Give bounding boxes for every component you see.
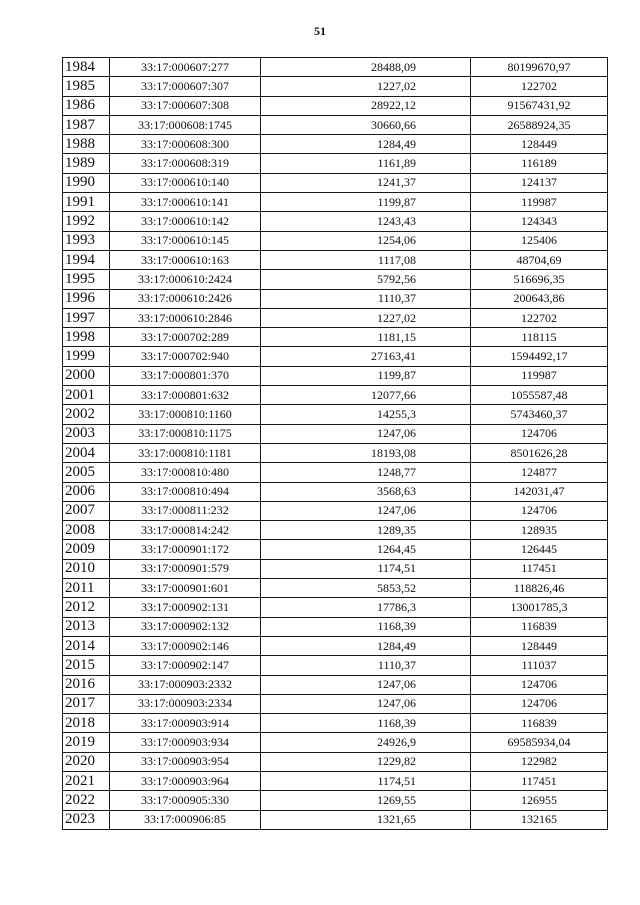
- value-cell: 124343: [471, 212, 608, 231]
- table-row: [63, 714, 608, 733]
- cadastral-number-cell: 33:17:000810:480: [110, 463, 261, 482]
- value-cell: 132165: [471, 810, 608, 829]
- value-cell: 142031,47: [471, 482, 608, 501]
- area-cell: 1227,02: [261, 308, 471, 327]
- value-cell: 26588924,35: [471, 115, 608, 134]
- cadastral-number-cell: 33:17:000702:289: [110, 328, 261, 347]
- table-row: [63, 193, 608, 212]
- cadastral-number-cell: 33:17:000906:85: [110, 810, 261, 829]
- area-cell: 17786,3: [261, 598, 471, 617]
- cadastral-number-cell: 33:17:000607:277: [110, 58, 261, 77]
- table-row: [63, 463, 608, 482]
- row-number-cell: 2009: [63, 540, 110, 559]
- row-number-cell: 2006: [63, 482, 110, 501]
- value-cell: 128449: [471, 636, 608, 655]
- value-cell: 69585934,04: [471, 733, 608, 752]
- cadastral-number-cell: 33:17:000702:940: [110, 347, 261, 366]
- row-number-cell: 2021: [63, 771, 110, 790]
- cadastral-number-cell: 33:17:000608:319: [110, 154, 261, 173]
- row-number-cell: 1994: [63, 250, 110, 269]
- area-cell: 1227,02: [261, 77, 471, 96]
- table-row: [63, 540, 608, 559]
- row-number-cell: 2005: [63, 463, 110, 482]
- area-cell: 1174,51: [261, 559, 471, 578]
- cadastral-number-cell: 33:17:000801:370: [110, 366, 261, 385]
- value-cell: 124706: [471, 675, 608, 694]
- value-cell: 116839: [471, 714, 608, 733]
- row-number-cell: 2002: [63, 405, 110, 424]
- row-number-cell: 2012: [63, 598, 110, 617]
- area-cell: 1243,43: [261, 212, 471, 231]
- area-cell: 28488,09: [261, 58, 471, 77]
- row-number-cell: 1990: [63, 173, 110, 192]
- value-cell: 119987: [471, 193, 608, 212]
- cadastral-number-cell: 33:17:000610:163: [110, 250, 261, 269]
- row-number-cell: 2001: [63, 386, 110, 405]
- row-number-cell: 2022: [63, 791, 110, 810]
- value-cell: 125406: [471, 231, 608, 250]
- table-row: [63, 250, 608, 269]
- row-number-cell: 1999: [63, 347, 110, 366]
- cadastral-number-cell: 33:17:000608:1745: [110, 115, 261, 134]
- cadastral-number-cell: 33:17:000610:141: [110, 193, 261, 212]
- area-cell: 1181,15: [261, 328, 471, 347]
- row-number-cell: 1985: [63, 77, 110, 96]
- table-row: [63, 501, 608, 520]
- cadastral-number-cell: 33:17:000902:146: [110, 636, 261, 655]
- cadastral-number-cell: 33:17:000901:172: [110, 540, 261, 559]
- area-cell: 1174,51: [261, 771, 471, 790]
- value-cell: 122702: [471, 308, 608, 327]
- table-row: [63, 675, 608, 694]
- value-cell: 1055587,48: [471, 386, 608, 405]
- land-parcel-table: [62, 57, 608, 830]
- area-cell: 5853,52: [261, 579, 471, 598]
- cadastral-number-cell: 33:17:000903:914: [110, 714, 261, 733]
- row-number-cell: 2010: [63, 559, 110, 578]
- row-number-cell: 1988: [63, 135, 110, 154]
- value-cell: 91567431,92: [471, 96, 608, 115]
- cadastral-number-cell: 33:17:000801:632: [110, 386, 261, 405]
- cadastral-number-cell: 33:17:000903:954: [110, 752, 261, 771]
- table-body: [63, 58, 608, 830]
- row-number-cell: 1997: [63, 308, 110, 327]
- table-row: [63, 579, 608, 598]
- area-cell: 1247,06: [261, 501, 471, 520]
- area-cell: 1248,77: [261, 463, 471, 482]
- value-cell: 124706: [471, 424, 608, 443]
- cadastral-number-cell: 33:17:000610:2426: [110, 289, 261, 308]
- area-cell: 3568,63: [261, 482, 471, 501]
- cadastral-number-cell: 33:17:000810:1160: [110, 405, 261, 424]
- area-cell: 1247,06: [261, 424, 471, 443]
- cadastral-number-cell: 33:17:000610:2424: [110, 270, 261, 289]
- cadastral-number-cell: 33:17:000607:307: [110, 77, 261, 96]
- row-number-cell: 2015: [63, 656, 110, 675]
- table-row: [63, 270, 608, 289]
- table-row: [63, 733, 608, 752]
- row-number-cell: 1991: [63, 193, 110, 212]
- area-cell: 1241,37: [261, 173, 471, 192]
- cadastral-number-cell: 33:17:000810:494: [110, 482, 261, 501]
- cadastral-number-cell: 33:17:000814:242: [110, 521, 261, 540]
- area-cell: 28922,12: [261, 96, 471, 115]
- area-cell: 1168,39: [261, 617, 471, 636]
- cadastral-number-cell: 33:17:000607:308: [110, 96, 261, 115]
- area-cell: 24926,9: [261, 733, 471, 752]
- table-row: [63, 694, 608, 713]
- area-cell: 1110,37: [261, 656, 471, 675]
- cadastral-number-cell: 33:17:000610:145: [110, 231, 261, 250]
- value-cell: 516696,35: [471, 270, 608, 289]
- table-row: [63, 656, 608, 675]
- table-row: [63, 135, 608, 154]
- row-number-cell: 2023: [63, 810, 110, 829]
- value-cell: 8501626,28: [471, 443, 608, 462]
- table-row: [63, 173, 608, 192]
- value-cell: 200643,86: [471, 289, 608, 308]
- cadastral-number-cell: 33:17:000608:300: [110, 135, 261, 154]
- area-cell: 1284,49: [261, 636, 471, 655]
- table-row: [63, 521, 608, 540]
- value-cell: 126955: [471, 791, 608, 810]
- row-number-cell: 1992: [63, 212, 110, 231]
- table-row: [63, 559, 608, 578]
- page-number: 51: [314, 24, 326, 38]
- area-cell: 30660,66: [261, 115, 471, 134]
- area-cell: 1247,06: [261, 675, 471, 694]
- row-number-cell: 1987: [63, 115, 110, 134]
- row-number-cell: 2016: [63, 675, 110, 694]
- table-row: [63, 366, 608, 385]
- row-number-cell: 2000: [63, 366, 110, 385]
- area-cell: 1199,87: [261, 366, 471, 385]
- cadastral-number-cell: 33:17:000810:1175: [110, 424, 261, 443]
- table-row: [63, 212, 608, 231]
- table-row: [63, 154, 608, 173]
- table-row: [63, 482, 608, 501]
- value-cell: 80199670,97: [471, 58, 608, 77]
- value-cell: 128449: [471, 135, 608, 154]
- table-row: [63, 752, 608, 771]
- area-cell: 1289,35: [261, 521, 471, 540]
- row-number-cell: 2020: [63, 752, 110, 771]
- value-cell: 117451: [471, 771, 608, 790]
- table-row: [63, 231, 608, 250]
- row-number-cell: 2018: [63, 714, 110, 733]
- table-row: [63, 386, 608, 405]
- row-number-cell: 2004: [63, 443, 110, 462]
- value-cell: 124706: [471, 501, 608, 520]
- area-cell: 1254,06: [261, 231, 471, 250]
- value-cell: 116189: [471, 154, 608, 173]
- area-cell: 1321,65: [261, 810, 471, 829]
- table-row: [63, 308, 608, 327]
- row-number-cell: 2013: [63, 617, 110, 636]
- table-row: [63, 77, 608, 96]
- row-number-cell: 1998: [63, 328, 110, 347]
- cadastral-number-cell: 33:17:000901:601: [110, 579, 261, 598]
- value-cell: 118115: [471, 328, 608, 347]
- cadastral-number-cell: 33:17:000902:132: [110, 617, 261, 636]
- cadastral-number-cell: 33:17:000811:232: [110, 501, 261, 520]
- area-cell: 1269,55: [261, 791, 471, 810]
- row-number-cell: 2019: [63, 733, 110, 752]
- cadastral-number-cell: 33:17:000905:330: [110, 791, 261, 810]
- cadastral-number-cell: 33:17:000903:2332: [110, 675, 261, 694]
- table-row: [63, 405, 608, 424]
- table-row: [63, 598, 608, 617]
- row-number-cell: 1995: [63, 270, 110, 289]
- value-cell: 13001785,3: [471, 598, 608, 617]
- table-row: [63, 328, 608, 347]
- area-cell: 5792,56: [261, 270, 471, 289]
- cadastral-number-cell: 33:17:000902:131: [110, 598, 261, 617]
- area-cell: 1264,45: [261, 540, 471, 559]
- row-number-cell: 1986: [63, 96, 110, 115]
- value-cell: 126445: [471, 540, 608, 559]
- value-cell: 124706: [471, 694, 608, 713]
- value-cell: 5743460,37: [471, 405, 608, 424]
- table-row: [63, 58, 608, 77]
- cadastral-number-cell: 33:17:000903:964: [110, 771, 261, 790]
- area-cell: 1247,06: [261, 694, 471, 713]
- value-cell: 122982: [471, 752, 608, 771]
- table-row: [63, 424, 608, 443]
- cadastral-number-cell: 33:17:000610:140: [110, 173, 261, 192]
- area-cell: 1199,87: [261, 193, 471, 212]
- table-row: [63, 347, 608, 366]
- area-cell: 1229,82: [261, 752, 471, 771]
- area-cell: 12077,66: [261, 386, 471, 405]
- area-cell: 1168,39: [261, 714, 471, 733]
- row-number-cell: 2011: [63, 579, 110, 598]
- table-row: [63, 617, 608, 636]
- value-cell: 124877: [471, 463, 608, 482]
- row-number-cell: 2017: [63, 694, 110, 713]
- value-cell: 124137: [471, 173, 608, 192]
- cadastral-number-cell: 33:17:000903:2334: [110, 694, 261, 713]
- table-row: [63, 771, 608, 790]
- table-row: [63, 96, 608, 115]
- area-cell: 14255,3: [261, 405, 471, 424]
- value-cell: 118826,46: [471, 579, 608, 598]
- cadastral-number-cell: 33:17:000901:579: [110, 559, 261, 578]
- row-number-cell: 2003: [63, 424, 110, 443]
- value-cell: 119987: [471, 366, 608, 385]
- value-cell: 1594492,17: [471, 347, 608, 366]
- row-number-cell: 2008: [63, 521, 110, 540]
- table-row: [63, 115, 608, 134]
- row-number-cell: 1984: [63, 58, 110, 77]
- value-cell: 111037: [471, 656, 608, 675]
- cadastral-number-cell: 33:17:000610:142: [110, 212, 261, 231]
- row-number-cell: 1993: [63, 231, 110, 250]
- table-row: [63, 810, 608, 829]
- row-number-cell: 1996: [63, 289, 110, 308]
- row-number-cell: 2014: [63, 636, 110, 655]
- value-cell: 48704,69: [471, 250, 608, 269]
- area-cell: 1161,89: [261, 154, 471, 173]
- table-row: [63, 443, 608, 462]
- row-number-cell: 2007: [63, 501, 110, 520]
- table-row: [63, 791, 608, 810]
- value-cell: 117451: [471, 559, 608, 578]
- row-number-cell: 1989: [63, 154, 110, 173]
- value-cell: 122702: [471, 77, 608, 96]
- area-cell: 18193,08: [261, 443, 471, 462]
- cadastral-number-cell: 33:17:000610:2846: [110, 308, 261, 327]
- area-cell: 1117,08: [261, 250, 471, 269]
- area-cell: 27163,41: [261, 347, 471, 366]
- table-row: [63, 289, 608, 308]
- value-cell: 128935: [471, 521, 608, 540]
- table-row: [63, 636, 608, 655]
- area-cell: 1110,37: [261, 289, 471, 308]
- area-cell: 1284,49: [261, 135, 471, 154]
- cadastral-number-cell: 33:17:000902:147: [110, 656, 261, 675]
- cadastral-number-cell: 33:17:000810:1181: [110, 443, 261, 462]
- value-cell: 116839: [471, 617, 608, 636]
- cadastral-number-cell: 33:17:000903:934: [110, 733, 261, 752]
